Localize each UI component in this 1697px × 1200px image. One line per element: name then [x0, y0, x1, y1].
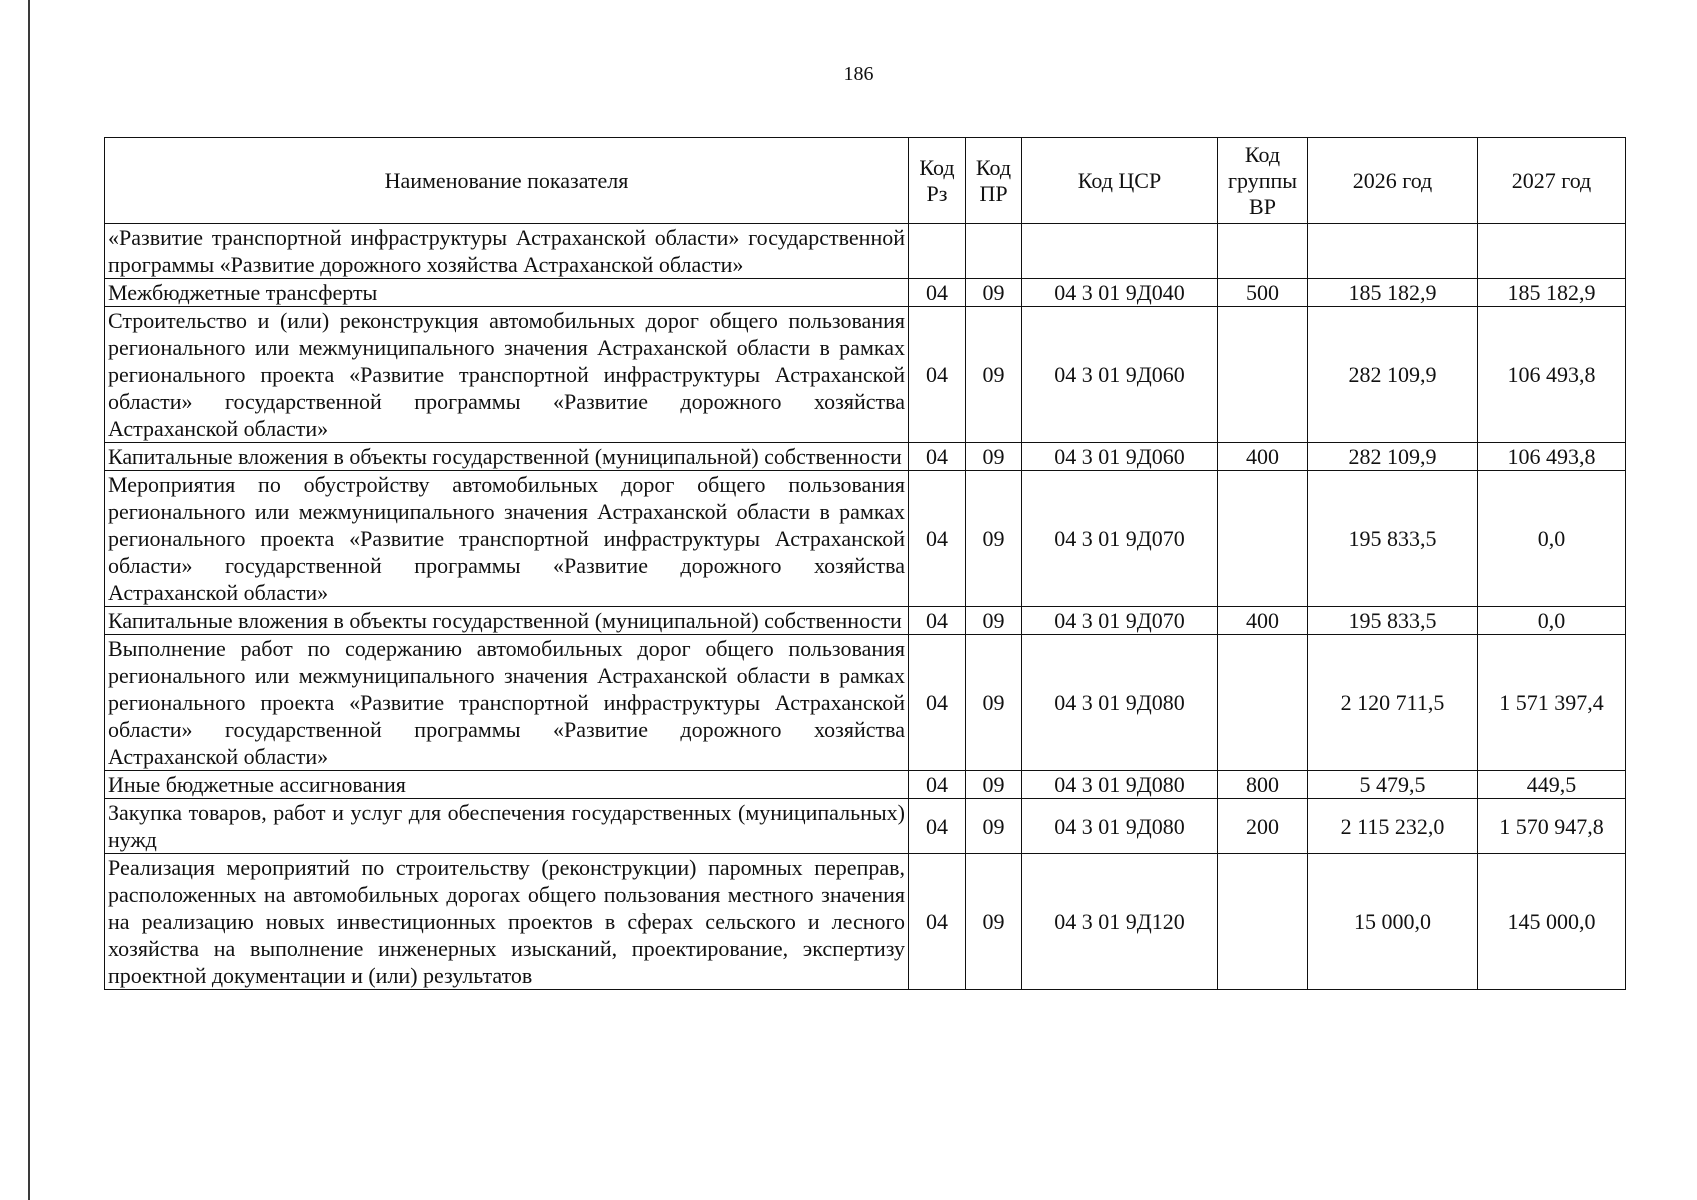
- header-2027: 2027 год: [1478, 138, 1626, 224]
- row-2027: [1478, 224, 1626, 279]
- row-2027: 106 493,8: [1478, 307, 1626, 443]
- row-vr: 800: [1218, 771, 1308, 799]
- row-pr: 09: [966, 307, 1022, 443]
- row-csr: 04 3 01 9Д060: [1022, 307, 1218, 443]
- row-2026: 5 479,5: [1308, 771, 1478, 799]
- row-name: Межбюджетные трансферты: [105, 279, 909, 307]
- header-vr: Код группы ВР: [1218, 138, 1308, 224]
- row-pr: 09: [966, 854, 1022, 990]
- table-row: [105, 799, 1626, 854]
- row-2026: 282 109,9: [1308, 307, 1478, 443]
- table-row: [105, 771, 1626, 799]
- row-2027: 449,5: [1478, 771, 1626, 799]
- row-vr: 500: [1218, 279, 1308, 307]
- row-2026: 282 109,9: [1308, 443, 1478, 471]
- row-name: Мероприятия по обустройству автомобильных дорог общего пользования регионального или межмуниципального значения Астраханской области в рамках регионального проекта «Развитие транспортной инфраструктуры Астраханской области» государственной программы «Развитие дорожного хозяйства Астраханской области»: [105, 471, 909, 607]
- row-2026: [1308, 224, 1478, 279]
- table-row: [105, 224, 1626, 279]
- row-rz: 04: [909, 307, 966, 443]
- page-number: 186: [843, 63, 874, 85]
- row-2026: 15 000,0: [1308, 854, 1478, 990]
- row-vr: 200: [1218, 799, 1308, 854]
- row-rz: 04: [909, 799, 966, 854]
- table-row: [105, 279, 1626, 307]
- row-name: Капитальные вложения в объекты государственной (муниципальной) собственности: [105, 607, 909, 635]
- row-2027: 1 571 397,4: [1478, 635, 1626, 771]
- row-pr: 09: [966, 771, 1022, 799]
- row-csr: [1022, 224, 1218, 279]
- row-2026: 2 115 232,0: [1308, 799, 1478, 854]
- row-2026: 185 182,9: [1308, 279, 1478, 307]
- row-rz: 04: [909, 771, 966, 799]
- row-vr: [1218, 471, 1308, 607]
- row-vr: [1218, 854, 1308, 990]
- row-2027: 0,0: [1478, 607, 1626, 635]
- row-rz: 04: [909, 854, 966, 990]
- row-csr: 04 3 01 9Д120: [1022, 854, 1218, 990]
- row-rz: 04: [909, 635, 966, 771]
- header-pr: Код ПР: [966, 138, 1022, 224]
- row-name: «Развитие транспортной инфраструктуры Астраханской области» государственной программы «Развитие дорожного хозяйства Астраханской области»: [105, 224, 909, 279]
- row-2026: 195 833,5: [1308, 471, 1478, 607]
- header-name: Наименование показателя: [105, 138, 909, 224]
- row-name: Закупка товаров, работ и услуг для обеспечения государственных (муниципальных) нужд: [105, 799, 909, 854]
- row-csr: 04 3 01 9Д080: [1022, 635, 1218, 771]
- row-csr: 04 3 01 9Д070: [1022, 471, 1218, 607]
- table-row: [105, 854, 1626, 990]
- row-2027: 106 493,8: [1478, 443, 1626, 471]
- table-row: [105, 607, 1626, 635]
- row-2027: 145 000,0: [1478, 854, 1626, 990]
- row-vr: [1218, 635, 1308, 771]
- row-2027: 185 182,9: [1478, 279, 1626, 307]
- row-rz: 04: [909, 443, 966, 471]
- row-pr: [966, 224, 1022, 279]
- header-row: [105, 138, 1626, 224]
- row-2026: 2 120 711,5: [1308, 635, 1478, 771]
- row-name: Строительство и (или) реконструкция автомобильных дорог общего пользования регионального или межмуниципального значения Астраханской области в рамках регионального проекта «Развитие транспортной инфраструктуры Астраханской области» государственной программы «Развитие дорожного хозяйства Астраханской области»: [105, 307, 909, 443]
- row-csr: 04 3 01 9Д070: [1022, 607, 1218, 635]
- row-pr: 09: [966, 279, 1022, 307]
- row-pr: 09: [966, 635, 1022, 771]
- header-csr: Код ЦСР: [1022, 138, 1218, 224]
- table-row: [105, 635, 1626, 771]
- row-rz: 04: [909, 471, 966, 607]
- row-name: Капитальные вложения в объекты государственной (муниципальной) собственности: [105, 443, 909, 471]
- header-2026: 2026 год: [1308, 138, 1478, 224]
- row-rz: 04: [909, 279, 966, 307]
- row-2027: 1 570 947,8: [1478, 799, 1626, 854]
- row-pr: 09: [966, 443, 1022, 471]
- left-margin-line: [28, 0, 30, 1200]
- header-rz: Код Рз: [909, 138, 966, 224]
- row-rz: 04: [909, 607, 966, 635]
- row-pr: 09: [966, 471, 1022, 607]
- table-row: [105, 471, 1626, 607]
- row-name: Реализация мероприятий по строительству (реконструкции) паромных переправ, расположенных на автомобильных дорогах общего пользования местного значения на реализацию новых инвестиционных проектов в сферах сельского и лесного хозяйства на выполнение инженерных изысканий, проектирование, экспертизу проектной документации и (или) результатов: [105, 854, 909, 990]
- row-pr: 09: [966, 607, 1022, 635]
- row-rz: [909, 224, 966, 279]
- row-csr: 04 3 01 9Д040: [1022, 279, 1218, 307]
- row-vr: [1218, 224, 1308, 279]
- table-row: [105, 443, 1626, 471]
- row-vr: 400: [1218, 443, 1308, 471]
- row-2026: 195 833,5: [1308, 607, 1478, 635]
- row-name: Иные бюджетные ассигнования: [105, 771, 909, 799]
- row-2027: 0,0: [1478, 471, 1626, 607]
- row-csr: 04 3 01 9Д080: [1022, 799, 1218, 854]
- row-vr: 400: [1218, 607, 1308, 635]
- row-csr: 04 3 01 9Д060: [1022, 443, 1218, 471]
- budget-table: [104, 137, 1626, 990]
- row-vr: [1218, 307, 1308, 443]
- row-csr: 04 3 01 9Д080: [1022, 771, 1218, 799]
- row-name: Выполнение работ по содержанию автомобильных дорог общего пользования регионального или межмуниципального значения Астраханской области в рамках регионального проекта «Развитие транспортной инфраструктуры Астраханской области» государственной программы «Развитие дорожного хозяйства Астраханской области»: [105, 635, 909, 771]
- table-row: [105, 307, 1626, 443]
- row-pr: 09: [966, 799, 1022, 854]
